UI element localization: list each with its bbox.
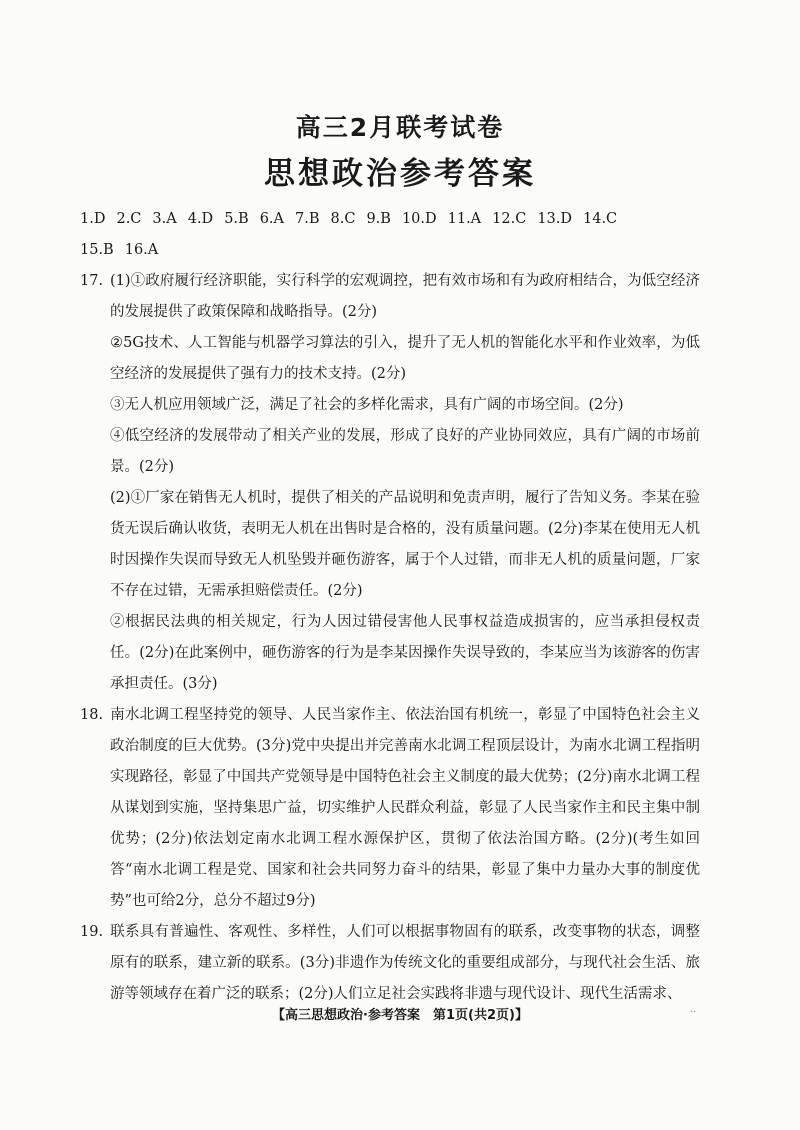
choice-answer: 10.D — [401, 211, 437, 227]
choice-answers-row-1 — [80, 204, 700, 235]
question-17 — [80, 266, 700, 700]
answer-title: 思想政治参考答案 — [264, 156, 536, 192]
choice-answer: 13.D — [537, 211, 572, 227]
choice-answer: 14.C — [583, 211, 618, 227]
choice-answer: 12.C — [492, 211, 527, 227]
choice-answer: 9.B — [366, 211, 391, 227]
answer-body — [80, 204, 700, 1010]
choice-answer: 15.B — [80, 242, 114, 258]
choice-answer: 11.A — [447, 211, 482, 227]
question-number: 19. — [80, 924, 104, 940]
q17-part1-item3: ③无人机应用领域广泛，满足了社会的多样化需求，具有广阔的市场空间。(2分) — [110, 397, 624, 413]
choice-answer: 1.D — [80, 211, 106, 227]
choice-answer: 16.A — [124, 242, 159, 258]
q18-answer-text: 南水北调工程坚持党的领导、人民当家作主、依法治国有机统一，彰显了中国特色社会主义政治制度的巨大优势。(3分)党中央提出并完善南水北调工程顶层设计，为南水北调工程指明实现路径，彰显了中国共产党领导是中国特色社会主义制度的最大优势；(2分)南水北调工程从谋划到实施，坚持集思广益，切实维护人民群众利益，彰显了人民当家作主和民主集中制优势；(2分)依法划定南水北调工程水源保护区，贯彻了依法治国方略。(2分)(考生如回答“南水北调工程是党、国家和社会共同努力奋斗的结果，彰显了集中力量办大事的制度优势”也可给2分，总分不超过9分) — [110, 707, 700, 909]
footer-dots: .. — [690, 1004, 697, 1015]
q17-part1-item2: ②5G技术、人工智能与机器学习算法的引入，提升了无人机的智能化水平和作业效率，为低空经济的发展提供了强有力的技术支持。(2分) — [110, 335, 700, 382]
page-footer: 【高三思想政治·参考答案 第1页(共2页)】 — [272, 1008, 528, 1023]
choice-answers-row-2 — [80, 235, 700, 266]
q17-part2-item1: (2)①厂家在销售无人机时，提供了相关的产品说明和免责声明，履行了告知义务。李某在验货无误后确认收货，表明无人机在出售时是合格的，没有质量问题。(2分)李某在使用无人机时因操作失误而导致无人机坠毁并砸伤游客，属于个人过错，而非无人机的质量问题，厂家不存在过错，无需承担赔偿责任。(2分) — [110, 490, 700, 599]
q19-answer-text: 联系具有普遍性、客观性、多样性，人们可以根据事物固有的联系，改变事物的状态，调整原有的联系，建立新的联系。(3分)非遗作为传统文化的重要组成部分，与现代社会生活、旅游等领域存在着广泛的联系；(2分)人们立足社会实践将非遗与现代设计、现代生活需求、 — [110, 924, 700, 1002]
question-18 — [80, 700, 700, 917]
question-number: 17. — [80, 273, 104, 289]
choice-answer: 2.C — [116, 211, 142, 227]
q17-part1-item4: ④低空经济的发展带动了相关产业的发展，形成了良好的产业协同效应，具有广阔的市场前景。(2分) — [110, 428, 700, 475]
choice-answer: 3.A — [152, 211, 177, 227]
question-number: 18. — [80, 707, 104, 723]
q17-part2-item2: ②根据民法典的相关规定，行为人因过错侵害他人民事权益造成损害的，应当承担侵权责任。(2分)在此案例中，砸伤游客的行为是李某因操作失误导致的，李某应当为该游客的伤害承担责任。(3分) — [110, 614, 700, 692]
q17-part1-item1: 17. (1)①政府履行经济职能，实行科学的宏观调控，把有效市场和有为政府相结合，为低空经济的发展提供了政策保障和战略指导。(2分) — [110, 266, 700, 328]
choice-answer: 4.D — [187, 211, 214, 227]
question-19 — [80, 917, 700, 1010]
exam-title: 高三2月联考试卷 — [295, 113, 505, 142]
choice-answer: 5.B — [224, 211, 249, 227]
choice-answer: 7.B — [295, 211, 320, 227]
choice-answer: 8.C — [330, 211, 356, 227]
choice-answer: 6.A — [259, 211, 284, 227]
